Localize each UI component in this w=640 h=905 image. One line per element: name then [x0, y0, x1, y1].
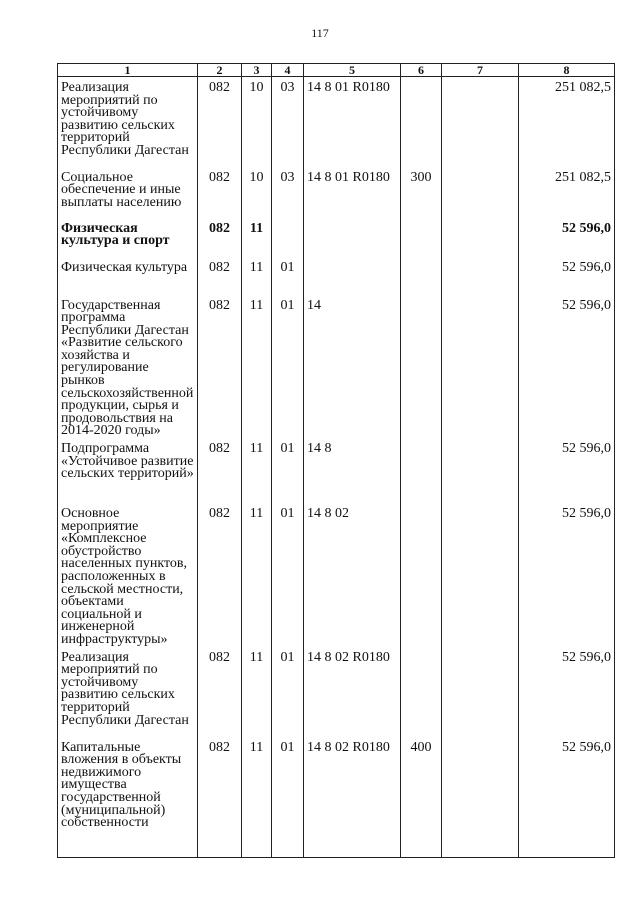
row-name-cell: Подпрограмма «Устойчивое развитие сельских территорий» — [58, 438, 198, 503]
target-article-cell: 14 8 02 R0180 — [304, 647, 401, 737]
column-number-row — [58, 64, 615, 77]
column-7-cell — [442, 218, 519, 257]
column-header-1: 1 — [58, 64, 198, 77]
expense-type-cell — [401, 218, 442, 257]
row-name-cell: Реализация мероприятий по устойчивому развитию сельских территорий Республики Дагестан — [58, 77, 198, 167]
ved-cell: 082 — [198, 295, 242, 439]
subsection-cell: 01 — [272, 295, 304, 439]
amount-cell: 251 082,5 — [519, 77, 615, 167]
table-row — [58, 737, 615, 858]
ved-cell: 082 — [198, 737, 242, 858]
expense-type-cell — [401, 295, 442, 439]
ved-cell: 082 — [198, 167, 242, 218]
target-article-cell: 14 8 01 R0180 — [304, 167, 401, 218]
column-7-cell — [442, 503, 519, 647]
table-row — [58, 438, 615, 503]
expense-type-cell — [401, 77, 442, 167]
table-row — [58, 257, 615, 295]
column-header-2: 2 — [198, 64, 242, 77]
row-name-cell: Основное мероприятие «Комплексное обустройство населенных пунктов, расположенных в сельской местности, объектами социальной и инженерной инфраструктуры» — [58, 503, 198, 647]
column-header-8: 8 — [519, 64, 615, 77]
amount-cell: 52 596,0 — [519, 737, 615, 858]
section-cell: 11 — [242, 503, 272, 647]
subsection-cell: 01 — [272, 737, 304, 858]
column-7-cell — [442, 647, 519, 737]
amount-cell: 52 596,0 — [519, 647, 615, 737]
ved-cell: 082 — [198, 438, 242, 503]
expense-type-cell — [401, 503, 442, 647]
row-name-cell: Физическая культура — [58, 257, 198, 295]
row-name-cell: Государственная программа Республики Дагестан «Развитие сельского хозяйства и регулирование рынков сельскохозяйственной продукции, сырья и продовольствия на 2014-2020 годы» — [58, 295, 198, 439]
expense-type-cell — [401, 647, 442, 737]
row-name-cell: Социальное обеспечение и иные выплаты населению — [58, 167, 198, 218]
section-cell: 11 — [242, 438, 272, 503]
ved-cell: 082 — [198, 647, 242, 737]
row-name-cell: Капитальные вложения в объекты недвижимого имущества государственной (муниципальной) собственности — [58, 737, 198, 858]
target-article-cell: 14 8 02 R0180 — [304, 737, 401, 858]
table-row — [58, 167, 615, 218]
target-article-cell — [304, 257, 401, 295]
column-7-cell — [442, 77, 519, 167]
target-article-cell: 14 8 02 — [304, 503, 401, 647]
column-7-cell — [442, 167, 519, 218]
section-cell: 10 — [242, 77, 272, 167]
section-cell: 11 — [242, 257, 272, 295]
expense-type-cell: 300 — [401, 167, 442, 218]
expense-type-cell: 400 — [401, 737, 442, 858]
amount-cell: 52 596,0 — [519, 218, 615, 257]
subsection-cell: 03 — [272, 167, 304, 218]
ved-cell: 082 — [198, 218, 242, 257]
ved-cell: 082 — [198, 257, 242, 295]
subsection-cell: 01 — [272, 438, 304, 503]
section-cell: 11 — [242, 218, 272, 257]
subsection-cell: 01 — [272, 257, 304, 295]
target-article-cell — [304, 218, 401, 257]
column-header-4: 4 — [272, 64, 304, 77]
subsection-cell — [272, 218, 304, 257]
amount-cell: 52 596,0 — [519, 438, 615, 503]
table-row — [58, 647, 615, 737]
column-7-cell — [442, 438, 519, 503]
section-cell: 10 — [242, 167, 272, 218]
page-number: 117 — [311, 26, 329, 40]
target-article-cell: 14 — [304, 295, 401, 439]
subsection-cell: 01 — [272, 503, 304, 647]
budget-table — [57, 63, 615, 858]
amount-cell: 251 082,5 — [519, 167, 615, 218]
table-row — [58, 77, 615, 167]
column-7-cell — [442, 257, 519, 295]
section-cell: 11 — [242, 737, 272, 858]
table-row — [58, 503, 615, 647]
column-header-3: 3 — [242, 64, 272, 77]
column-7-cell — [442, 737, 519, 858]
target-article-cell: 14 8 — [304, 438, 401, 503]
section-cell: 11 — [242, 295, 272, 439]
column-header-7: 7 — [442, 64, 519, 77]
row-name-cell: Физическая культура и спорт — [58, 218, 198, 257]
amount-cell: 52 596,0 — [519, 257, 615, 295]
subsection-cell: 03 — [272, 77, 304, 167]
column-header-6: 6 — [401, 64, 442, 77]
table-row — [58, 295, 615, 439]
amount-cell: 52 596,0 — [519, 503, 615, 647]
column-7-cell — [442, 295, 519, 439]
table-row — [58, 218, 615, 257]
section-cell: 11 — [242, 647, 272, 737]
expense-type-cell — [401, 257, 442, 295]
amount-cell: 52 596,0 — [519, 295, 615, 439]
subsection-cell: 01 — [272, 647, 304, 737]
expense-type-cell — [401, 438, 442, 503]
row-name-cell: Реализация мероприятий по устойчивому развитию сельских территорий Республики Дагестан — [58, 647, 198, 737]
target-article-cell: 14 8 01 R0180 — [304, 77, 401, 167]
ved-cell: 082 — [198, 77, 242, 167]
ved-cell: 082 — [198, 503, 242, 647]
column-header-5: 5 — [304, 64, 401, 77]
